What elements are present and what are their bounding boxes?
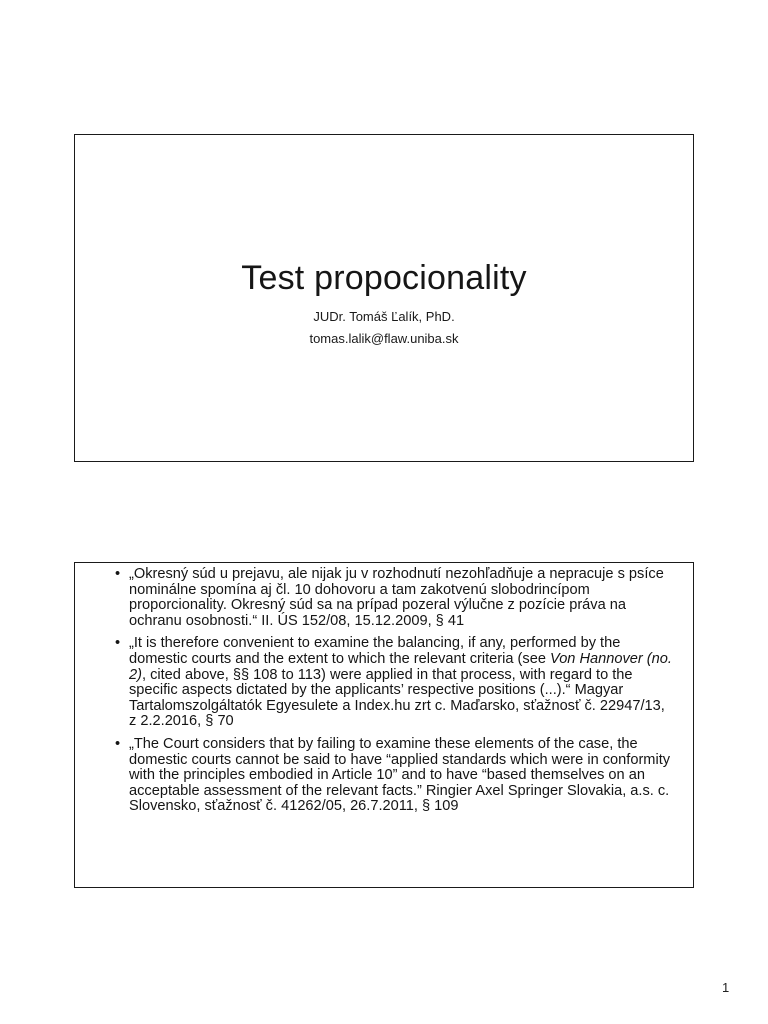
author-email: tomas.lalik@flaw.uniba.sk [309, 331, 459, 346]
quote-bullet [115, 737, 675, 815]
author-name: JUDr. Tomáš Ľalík, PhD. [313, 309, 455, 324]
quote-text: „Okresný súd u prejavu, ale nijak ju v rozhodnutí nezohľadňuje a nepracuje s psíce nominálne spomína aj čl. 10 dohovoru a tam zakotvenú slobodrincípom proporcionality. Okresný súd sa na prípad pozeral výlučne z pozície práva na ochranu osobnosti.“ II. ÚS 152/08, 15.12.2009, § 41 [129, 566, 664, 629]
quote-list [115, 567, 675, 822]
quotes-slide [74, 562, 694, 888]
slide-title: Test propocionality [241, 259, 527, 297]
quote-text: „It is therefore convenient to examine the balancing, if any, performed by the domestic courts and the extent to which the relevant criteria (see [129, 635, 621, 667]
page-number: 1 [722, 980, 730, 995]
case-name-italic: Von Hannover (no. 2) [129, 650, 672, 683]
quote-text: „The Court considers that by failing to examine these elements of the case, the domestic courts cannot be said to have “applied standards which were in conformity with the principles embodied in Article 10” and to have “based themselves on an acceptable assessment of the relevant facts.” Ringier Axel Springer Slovakia, a.s. c. Slovensko, sťažnosť č. 41262/05, 26.7.2011, § 109 [129, 735, 671, 815]
quote-text: , cited above, §§ 108 to 113) were applied in that process, with regard to the specific aspects dictated by the applicants’ respective positions (...).“ Magyar Tartalomszolgáltatók Egyesulete a Index.hu zrt c. Maďarsko, sťažnosť č. 22947/13, z 2.2.2016, § 70 [129, 666, 665, 730]
title-slide [74, 134, 694, 462]
quote-bullet [115, 567, 675, 629]
quote-bullet [115, 636, 675, 730]
